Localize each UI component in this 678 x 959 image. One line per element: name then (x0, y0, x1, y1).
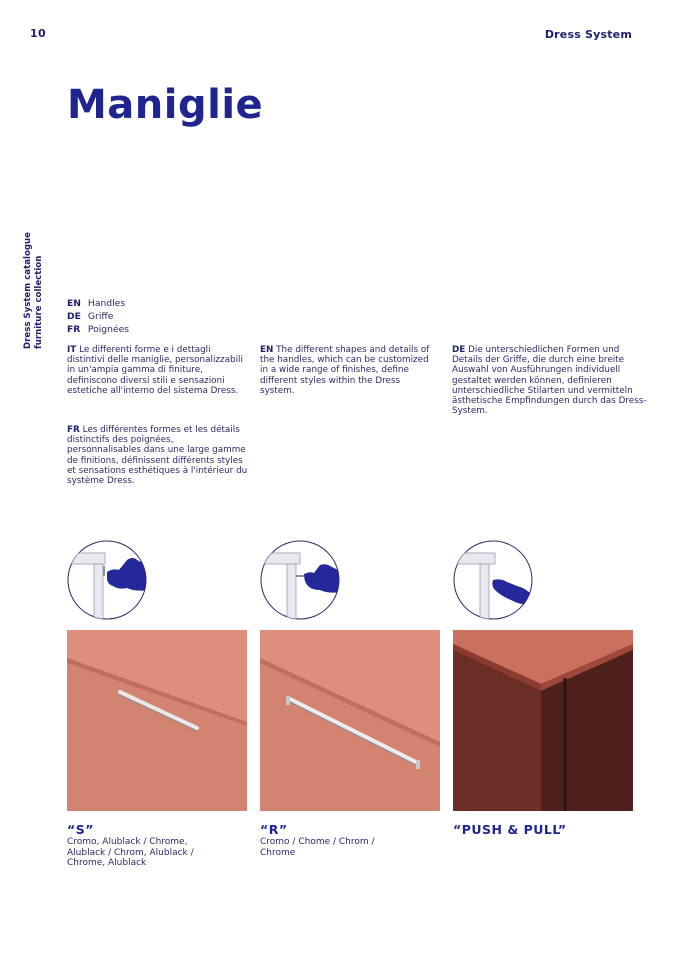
translation-de: DE Griffe (67, 311, 114, 322)
side-label-line2: furniture collection (34, 255, 44, 349)
header-title: Dress System (544, 28, 632, 41)
model-name-s: “S” (67, 822, 94, 837)
model-name-r: “R” (260, 822, 288, 837)
handle-s-diagram (67, 540, 147, 620)
description-en: EN The different shapes and details of the handles, which can be customized in a wide range of finishes, define different styles within the Dress system. (260, 345, 430, 396)
description-it: IT Le differenti forme e i dettagli distintivi delle maniglie, personalizzabili in un'ampia gamma di finiture, definiscono diversi stili e sensazioni estetiche all'interno del sistema Dress. (67, 345, 243, 396)
handle-r-photo (260, 630, 440, 811)
page-number: 10 (30, 27, 46, 40)
handle-push-pull-diagram (453, 540, 533, 620)
translation-fr: FR Poignées (67, 324, 130, 335)
model-name-push-pull: “PUSH & PULL” (453, 822, 567, 837)
side-label-line1: Dress System catalogue (23, 232, 33, 349)
translation-list (67, 297, 129, 336)
handle-push-pull-photo (453, 630, 633, 811)
handle-s-photo (67, 630, 247, 811)
model-finish-r: Cromo / Chome / Chrom / Chrome (260, 837, 375, 858)
handle-r-diagram (260, 540, 340, 620)
description-de: DE Die unterschiedlichen Formen und Details der Griffe, die durch eine breite Auswahl von Ausführungen individuell gestaltet werden können, definieren unterschiedliche Stilarten und vermitteln ästhetische Empfindungen durch das Dress-System. (452, 345, 647, 417)
translation-en: EN Handles (67, 298, 126, 309)
description-fr: FR Les différentes formes et les détails distinctifs des poignées, personnalisables dans une large gamme de finitions, définissent différents styles et sensations esthétiques à l'intérieur du système Dress. (67, 425, 248, 487)
page-title: Maniglie (67, 82, 264, 128)
side-label (18, 225, 48, 355)
model-finish-s: Cromo, Alublack / Chrome, Alublack / Chrom, Alublack / Chrome, Alublack (67, 837, 194, 868)
